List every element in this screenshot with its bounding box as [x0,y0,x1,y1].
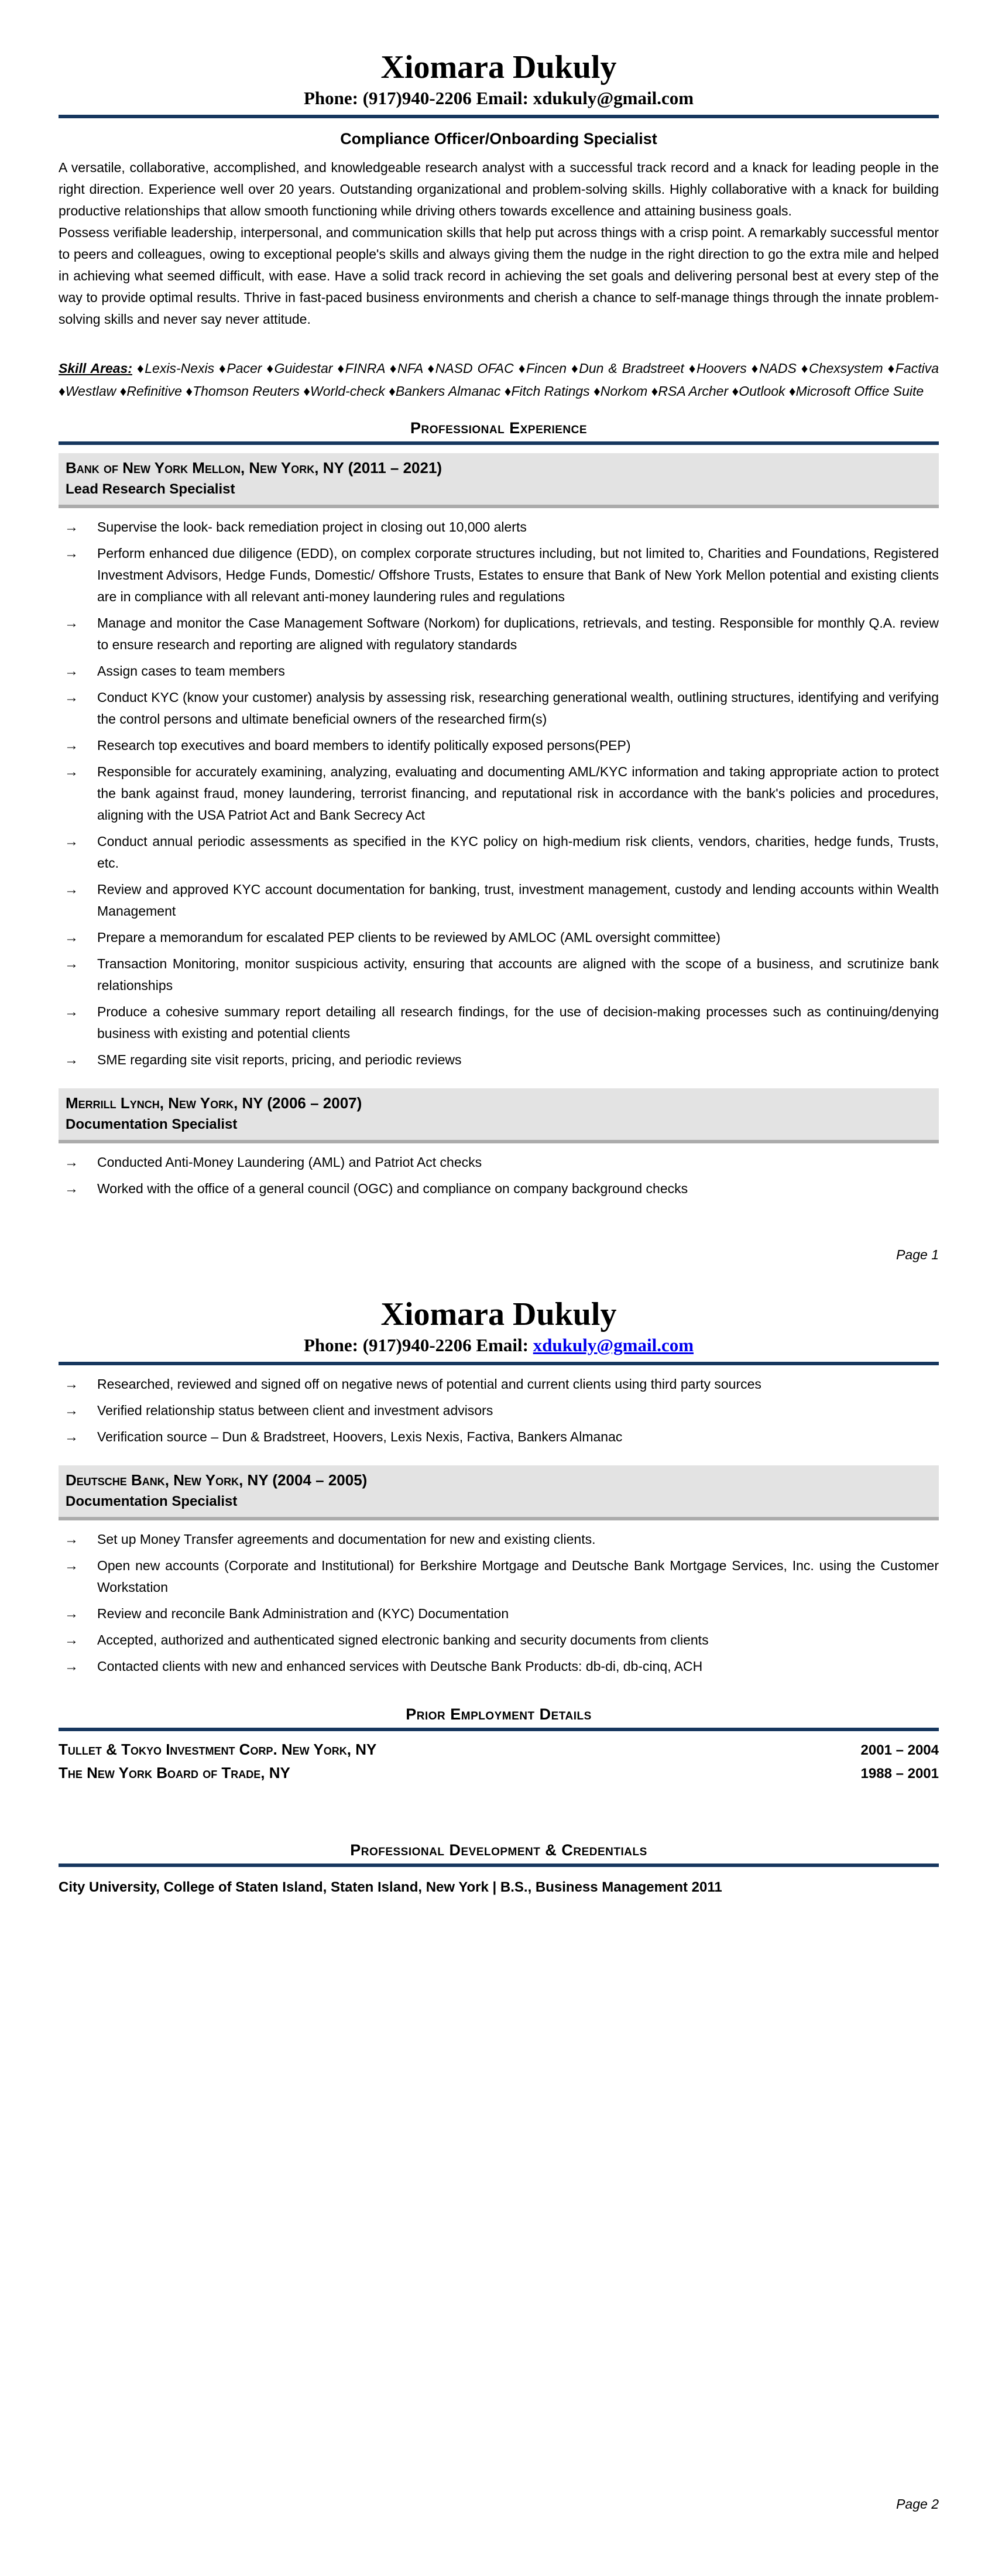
job-title: Documentation Specialist [66,1116,238,1132]
arrow-bullet-icon: → [64,615,78,631]
section-heading-prior-employment: Prior Employment Details [406,1705,592,1723]
arrow-bullet-icon: → [64,764,78,780]
section-divider [59,441,939,445]
job-title: Lead Research Specialist [66,481,235,497]
employment-company: Tullet & Tokyo Investment Corp. New York, NY [59,1741,377,1758]
bullet-item [59,1178,939,1200]
bullet-text: Accepted, authorized and authenticated signed electronic banking and security documents from clients [97,1632,709,1647]
arrow-bullet-icon: → [64,546,78,561]
bullet-text: Open new accounts (Corporate and Institutional) for Berkshire Mortgage and Deutsche Bank Mortgage Services, Inc. using the Customer Workstation [97,1558,939,1595]
skill-areas-line [59,357,939,403]
candidate-name: Xiomara Dukuly [380,1296,617,1332]
arrow-bullet-icon: → [64,1004,78,1020]
arrow-bullet-icon: → [64,930,78,946]
employment-dates: 2001 – 2004 [860,1742,939,1758]
arrow-bullet-icon: → [64,663,78,679]
arrow-bullet-icon: → [64,1155,78,1170]
bullet-text: Researched, reviewed and signed off on negative news of potential and current clients using third party sources [97,1376,761,1392]
candidate-name: Xiomara Dukuly [380,49,617,85]
bullet-item [59,1049,939,1071]
bullet-item [59,1426,939,1448]
bullet-text: Worked with the office of a general council (OGC) and compliance on company background checks [97,1181,688,1196]
job-header-bny [59,453,939,508]
employment-row [59,1762,939,1785]
bullet-item [59,1400,939,1421]
arrow-bullet-icon: → [64,1181,78,1197]
bullet-text: Set up Money Transfer agreements and documentation for new and existing clients. [97,1532,596,1547]
contact-line: Phone: (917)940-2206 Email: xdukuly@gmail.com [303,88,694,108]
bullet-item [59,1529,939,1550]
arrow-bullet-icon: → [64,834,78,849]
bullet-text: Review and reconcile Bank Administration and (KYC) Documentation [97,1606,509,1621]
bullet-item [59,1656,939,1677]
prior-employment-rows [59,1738,939,1785]
skill-areas-list: ♦Lexis-Nexis ♦Pacer ♦Guidestar ♦FINRA ♦NFA ♦NASD OFAC ♦Fincen ♦Dun & Bradstreet ♦Hoovers ♦NADS ♦Chexsystem ♦Factiva ♦Westlaw ♦Refinitive ♦Thomson Reuters ♦World-check ♦Bankers Almanac ♦Fitch Ratings ♦Norkom ♦RSA Archer ♦Outlook ♦Microsoft Office Suite [59,361,939,399]
arrow-bullet-icon: → [64,1659,78,1674]
employment-dates: 1988 – 2001 [860,1766,939,1782]
bullet-text: Transaction Monitoring, monitor suspicious activity, ensuring that accounts are aligned with the scope of a business, and scrutinize bank relationships [97,956,939,993]
arrow-bullet-icon: → [64,1403,78,1419]
bullet-text: Prepare a memorandum for escalated PEP clients to be reviewed by AMLOC (AML oversight committee) [97,930,720,945]
bullet-text: Manage and monitor the Case Management Software (Norkom) for duplications, retrievals, and testing. Responsible for monthly Q.A. review to ensure research and reporting are aligned with regulatory standards [97,615,939,652]
bullet-item [59,1152,939,1173]
arrow-bullet-icon: → [64,738,78,753]
section-heading-credentials: Professional Development & Credentials [350,1841,647,1859]
resume-page-2 [0,1288,995,2576]
bullet-item [59,1373,939,1395]
bullet-item [59,612,939,656]
contact-prefix: Phone: (917)940-2206 Email: [303,1335,533,1355]
arrow-bullet-icon: → [64,1606,78,1622]
job-company: Bank of New York Mellon, New York, NY (2011 – 2021) [66,459,442,477]
bullet-item [59,953,939,996]
arrow-bullet-icon: → [64,1532,78,1547]
bullet-list-merrill [59,1152,939,1200]
bullet-text: Verification source – Dun & Bradstreet, Hoovers, Lexis Nexis, Factiva, Bankers Almanac [97,1429,623,1444]
role-title: Compliance Officer/Onboarding Specialist [340,130,657,148]
bullet-item [59,831,939,874]
bullet-item [59,761,939,826]
bullet-text: Conduct KYC (know your customer) analysis by assessing risk, researching generational wealth, outlining structures, identifying and verifying the control persons and ultimate beneficial owners of the researched firm(s) [97,690,939,727]
bullet-text: Perform enhanced due diligence (EDD), on complex corporate structures including, but not limited to, Charities and Foundations, Registered Investment Advisors, Hedge Funds, Domestic/ Offshore Trusts, Estates to ensure that Bank of New York Mellon potential and existing clients are in compliance with all relevant anti-money laundering rules and regulations [97,546,939,604]
job-header-deutsche [59,1465,939,1520]
bullet-item [59,735,939,756]
bullet-item [59,927,939,948]
arrow-bullet-icon: → [64,956,78,972]
bullet-text: Conducted Anti-Money Laundering (AML) and Patriot Act checks [97,1155,482,1170]
job-header-merrill [59,1088,939,1143]
section-divider [59,1728,939,1731]
bullet-text: Supervise the look- back remediation project in closing out 10,000 alerts [97,519,527,535]
page-number: Page 2 [896,2496,939,2512]
employment-company: The New York Board of Trade, NY [59,1764,290,1782]
summary-paragraph: A versatile, collaborative, accomplished, and knowledgeable research analyst with a successful track record and a knack for leading people in the right direction. Experience well over 20 years. Outstanding organizational and problem-solving skills. Highly collaborative with a knack for building productive relationships that allow smooth functioning while driving others towards excellence and attaining business goals. [59,160,939,218]
bullet-item [59,1603,939,1625]
job-company: Merrill Lynch, New York, NY (2006 – 2007) [66,1094,362,1112]
bullet-item [59,660,939,682]
bullet-item [59,1629,939,1651]
arrow-bullet-icon: → [64,1376,78,1392]
arrow-bullet-icon: → [64,1632,78,1648]
bullet-list-bny [59,516,939,1071]
arrow-bullet-icon: → [64,882,78,898]
arrow-bullet-icon: → [64,1429,78,1445]
page-number: Page 1 [896,1247,939,1262]
arrow-bullet-icon: → [64,1052,78,1068]
job-company: Deutsche Bank, New York, NY (2004 – 2005) [66,1471,368,1489]
header-divider [59,115,939,118]
email-link[interactable]: xdukuly@gmail.com [533,1335,694,1355]
summary-section [59,157,939,330]
bullet-text: Contacted clients with new and enhanced services with Deutsche Bank Products: db-di, db-cinq, ACH [97,1659,703,1674]
header-divider [59,1362,939,1365]
bullet-item [59,879,939,922]
job-title: Documentation Specialist [66,1493,238,1509]
section-divider [59,1864,939,1867]
bullet-text: SME regarding site visit reports, pricing, and periodic reviews [97,1052,462,1067]
bullet-item [59,543,939,608]
bullet-text: Assign cases to team members [97,663,285,679]
education-line: City University, College of Staten Island, Staten Island, New York | B.S., Business Management 2011 [59,1879,722,1895]
bullet-item [59,1001,939,1044]
section-heading-professional-experience: Professional Experience [410,419,588,437]
bullet-item [59,516,939,538]
bullet-list-merrill-continued [59,1373,939,1448]
arrow-bullet-icon: → [64,519,78,535]
skill-areas-label: Skill Areas: [59,361,132,376]
bullet-text: Review and approved KYC account documentation for banking, trust, investment management, custody and lending accounts within Wealth Management [97,882,939,919]
bullet-text: Conduct annual periodic assessments as specified in the KYC policy on high-medium risk clients, vendors, charities, hedge funds, Trusts, etc. [97,834,939,871]
bullet-item [59,1555,939,1598]
contact-line [59,1332,939,1358]
arrow-bullet-icon: → [64,1558,78,1574]
bullet-text: Research top executives and board members to identify politically exposed persons(PEP) [97,738,631,753]
bullet-list-deutsche [59,1529,939,1677]
employment-row [59,1738,939,1762]
bullet-text: Produce a cohesive summary report detailing all research findings, for the use of decision-making processes such as continuing/denying business with existing and potential clients [97,1004,939,1041]
bullet-text: Responsible for accurately examining, analyzing, evaluating and documenting AML/KYC information and taking appropriate action to protect the bank against fraud, money laundering, terrorist financing, and reputational risk in accordance with the bank's policies and procedures, aligning with the USA Patriot Act and Bank Secrecy Act [97,764,939,823]
arrow-bullet-icon: → [64,690,78,705]
bullet-text: Verified relationship status between client and investment advisors [97,1403,493,1418]
summary-paragraph: Possess verifiable leadership, interpersonal, and communication skills that help put across things with a crisp point. A remarkably successful mentor to peers and colleagues, owing to exceptional people's skills and always giving them the nudge in the right direction to go the extra mile and helped in achieving what seemed difficult, with ease. Have a solid track record in achieving the set goals and delivering personal best at every step of the way to provide optimal results. Thrive in fast-paced business environments and cherish a chance to self-manage things through the innate problem-solving skills and never say never attitude. [59,225,939,327]
bullet-item [59,687,939,730]
